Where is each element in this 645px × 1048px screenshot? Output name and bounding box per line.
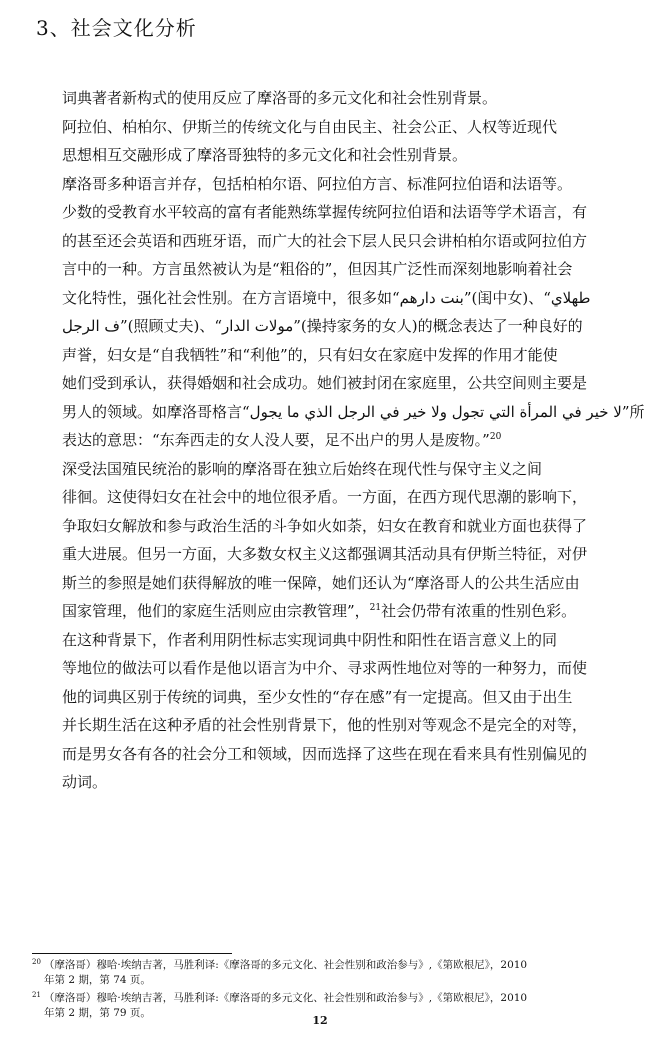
paragraph: [32, 626, 615, 797]
footnote-text: （摩洛哥）穆哈·埃纳吉著，马胜利译:《摩洛哥的多元文化、社会性别和政治参与》,《第欧根尼》，2010: [43, 959, 528, 971]
text-line: 并长期生活在这种矛盾的社会性别背景下，他的性别对等观念不是完全的对等，: [62, 716, 588, 734]
footnote-divider: [32, 953, 232, 954]
text-line: 的甚至还会英语和西班牙语，而广大的社会下层人民只会讲柏柏尔语或阿拉伯方: [62, 231, 588, 250]
line-text: 表达的意思：“东奔西走的女人没人要，足不出户的男人是废物。”: [62, 431, 490, 449]
footnote-number: 20: [32, 957, 41, 966]
text-line: 在这种背景下，作者利用阴性标志实现词典中阴性和阳性在语言意义上的同: [62, 630, 558, 649]
text-line: 深受法国殖民统治的影响的摩洛哥在独立后始终在现代性与保守主义之间: [62, 459, 543, 478]
footnote-ref-20[interactable]: 20: [489, 432, 502, 442]
text-line: 等地位的做法可以看作是他以语言为中介、寻求两性地位对等的一种努力，而使: [62, 659, 588, 677]
page-number: 12: [312, 1014, 328, 1027]
text-line: ف الرجل”(照顾丈夫)、“مولات الدار”(操持家务的女人)的概念表达了一种良好的: [62, 317, 583, 335]
footnote-ref-21[interactable]: 21: [369, 603, 382, 613]
footnote-text: （摩洛哥）穆哈·埃纳吉著，马胜利译:《摩洛哥的多元文化、社会性别和政治参与》,《第欧根尼》，2010: [43, 992, 528, 1004]
footnote-text: 年第 2 期，第 74 页。: [44, 974, 151, 986]
text-line: 徘徊。这使得妇女在社会中的地位很矛盾。一方面，在西方现代思潮的影响下，: [62, 488, 588, 506]
footnote-20: [32, 958, 615, 988]
text-line: 男人的领域。如摩洛哥格言“لا خير في المرأة التي تجول ولا خير في الرجل الذي ما يجول”所: [62, 402, 645, 421]
paragraph: [32, 170, 645, 455]
text-line: 争取妇女解放和参与政治生活的斗争如火如荼，妇女在教育和就业方面也获得了: [62, 516, 588, 535]
body-text: [32, 84, 645, 797]
text-line: 她们受到承认，获得婚姻和社会成功。她们被封闭在家庭里，公共空间则主要是: [62, 374, 588, 392]
text-line: 斯兰的参照是她们获得解放的唯一保障，她们还认为“摩洛哥人的公共生活应由: [62, 573, 580, 592]
paragraph: [32, 455, 615, 626]
text-line: 阿拉伯、柏柏尔、伊斯兰的传统文化与自由民主、社会公正、人权等近现代: [62, 117, 558, 136]
text-line: 动词。: [62, 773, 108, 791]
text-line: 少数的受教育水平较高的富有者能熟练掌握传统阿拉伯语和法语等学术语言，有: [62, 203, 588, 221]
text-line: 思想相互交融形成了摩洛哥独特的多元文化和社会性别背景。: [62, 146, 468, 164]
text-line: 而是男女各有各的社会分工和领域，因而选择了这些在现在看来具有性别偏见的: [62, 744, 588, 763]
text-line: [32, 426, 615, 455]
text-line: 词典著者新构式的使用反应了摩洛哥的多元文化和社会性别背景。: [62, 89, 498, 107]
paragraph: [32, 84, 615, 113]
footnote-number: 21: [32, 990, 41, 999]
text-line: 重大进展。但另一方面，大多数女权主义这都强调其活动具有伊斯兰特征，对伊: [62, 545, 588, 563]
section-heading: 3、社会文化分析: [36, 16, 197, 40]
text-line: 声誉，妇女是“自我牺牲”和“利他”的，只有妇女在家庭中发挥的作用才能使: [62, 345, 558, 364]
line-text: 社会仍带有浓重的性别色彩。: [381, 602, 577, 620]
text-line: 言中的一种。方言虽然被认为是“粗俗的”，但因其广泛性而深刻地影响着社会: [62, 260, 573, 278]
footnote-text: 年第 2 期，第 79 页。: [44, 1007, 151, 1019]
text-line: 他的词典区别于传统的词典，至少女性的“存在感”有一定提高。但又由于出生: [62, 687, 573, 706]
text-line: [32, 597, 615, 626]
text-line: 文化特性，强化社会性别。在方言语境中，很多如“بنت دارهم”(闺中女)、“طهلاي: [62, 288, 591, 307]
text-line: 摩洛哥多种语言并存，包括柏柏尔语、阿拉伯方言、标准阿拉伯语和法语等。: [62, 174, 573, 193]
paragraph: [32, 113, 615, 170]
line-text: 国家管理，他们的家庭生活则应由宗教管理”，: [62, 602, 370, 620]
